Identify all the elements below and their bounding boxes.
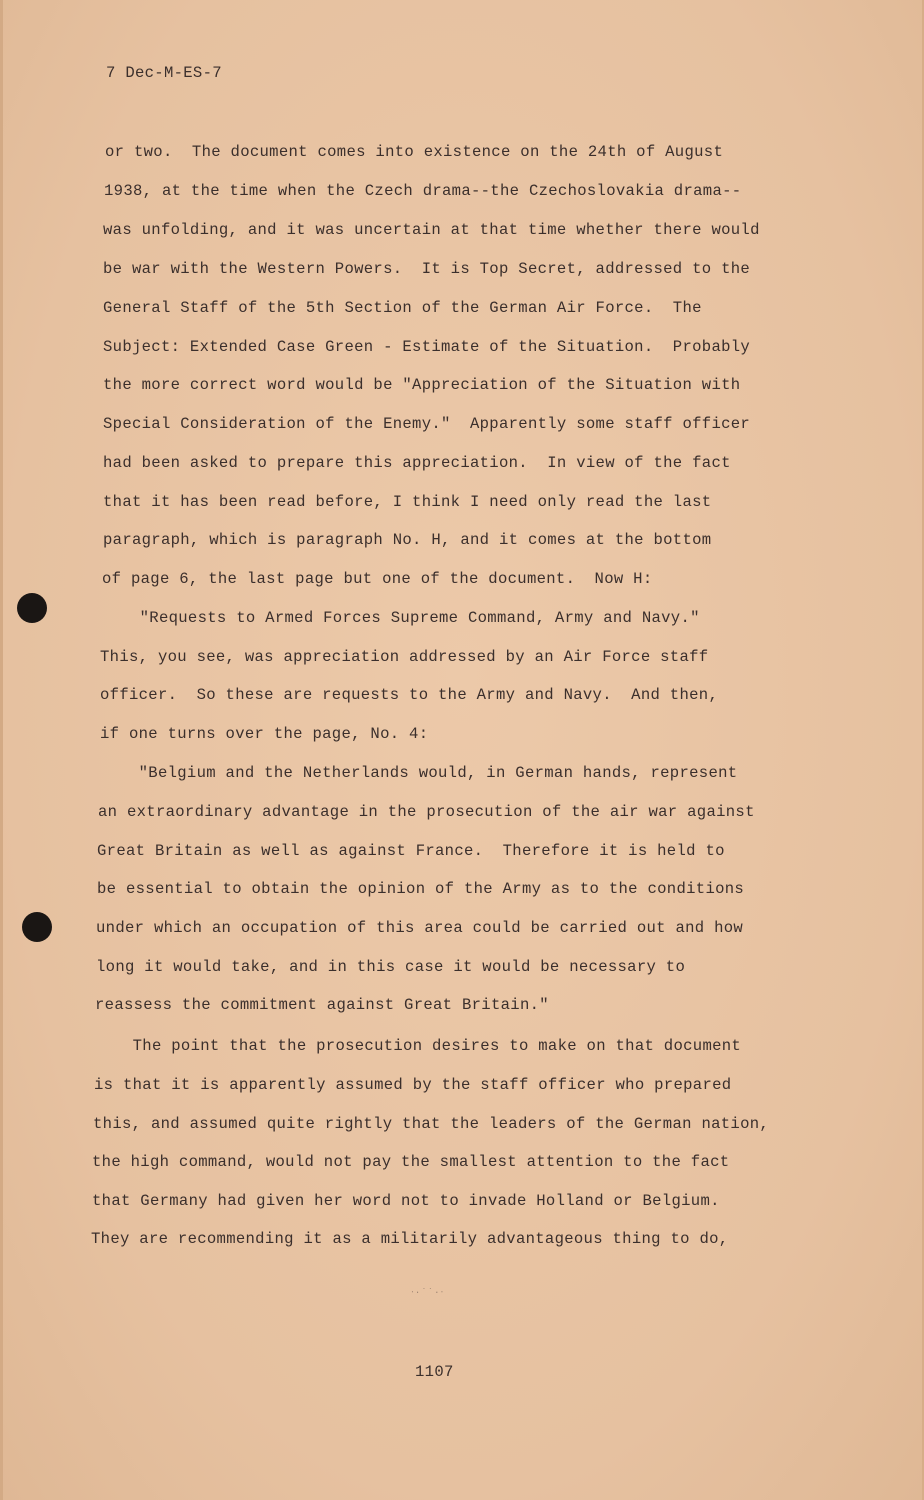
text-line: 1938, at the time when the Czech drama--the Czechoslovakia drama-- — [104, 182, 742, 200]
text-line: Great Britain as well as against France. Therefore it is held to — [97, 842, 725, 860]
text-line: that it has been read before, I think I need only read the last — [103, 493, 712, 511]
text-line: if one turns over the page, No. 4: — [100, 725, 429, 743]
text-line: Subject: Extended Case Green - Estimate of the Situation. Probably — [103, 338, 751, 356]
text-line: under which an occupation of this area could be carried out and how — [96, 919, 744, 937]
text-line: the high command, would not pay the smallest attention to the fact — [92, 1153, 730, 1171]
text-line: officer. So these are requests to the Army and Navy. And then, — [100, 686, 719, 704]
text-line: had been asked to prepare this appreciation. In view of the fact — [103, 454, 731, 472]
text-line: long it would take, and in this case it would be necessary to — [96, 958, 686, 976]
text-line: an extraordinary advantage in the prosecution of the air war against — [98, 803, 755, 821]
text-line: is that it is apparently assumed by the staff officer who prepared — [94, 1076, 732, 1094]
text-line: the more correct word would be "Appreciation of the Situation with — [103, 376, 741, 394]
text-line: "Requests to Armed Forces Supreme Command, Army and Navy." — [101, 609, 700, 627]
text-line: that Germany had given her word not to invade Holland or Belgium. — [92, 1192, 720, 1210]
document-code: 7 Dec-M-ES-7 — [106, 64, 222, 82]
text-line: They are recommending it as a militarily advantageous thing to do, — [91, 1230, 729, 1248]
text-line: Special Consideration of the Enemy." Apparently some staff officer — [103, 415, 751, 433]
text-line: this, and assumed quite rightly that the leaders of the German nation, — [93, 1115, 770, 1133]
text-line: be war with the Western Powers. It is Top Secret, addressed to the — [103, 260, 751, 278]
text-line: General Staff of the 5th Section of the German Air Force. The — [103, 299, 702, 317]
punch-hole — [17, 593, 47, 623]
text-line: This, you see, was appreciation addressed by an Air Force staff — [100, 648, 709, 666]
text-line: of page 6, the last page but one of the document. Now H: — [102, 570, 653, 588]
smudge-mark: ‧·˙˙·‧ — [411, 1288, 445, 1298]
punch-hole — [22, 912, 52, 942]
text-line: paragraph, which is paragraph No. H, and it comes at the bottom — [103, 531, 712, 549]
text-line: "Belgium and the Netherlands would, in German hands, represent — [100, 764, 738, 782]
text-line: or two. The document comes into existence on the 24th of August — [105, 143, 724, 161]
page-number: 1107 — [415, 1363, 454, 1381]
text-line: The point that the prosecution desires to make on that document — [94, 1037, 742, 1055]
text-line: reassess the commitment against Great Britain." — [95, 996, 549, 1014]
text-line: be essential to obtain the opinion of the Army as to the conditions — [97, 880, 745, 898]
text-line: was unfolding, and it was uncertain at that time whether there would — [103, 221, 760, 239]
